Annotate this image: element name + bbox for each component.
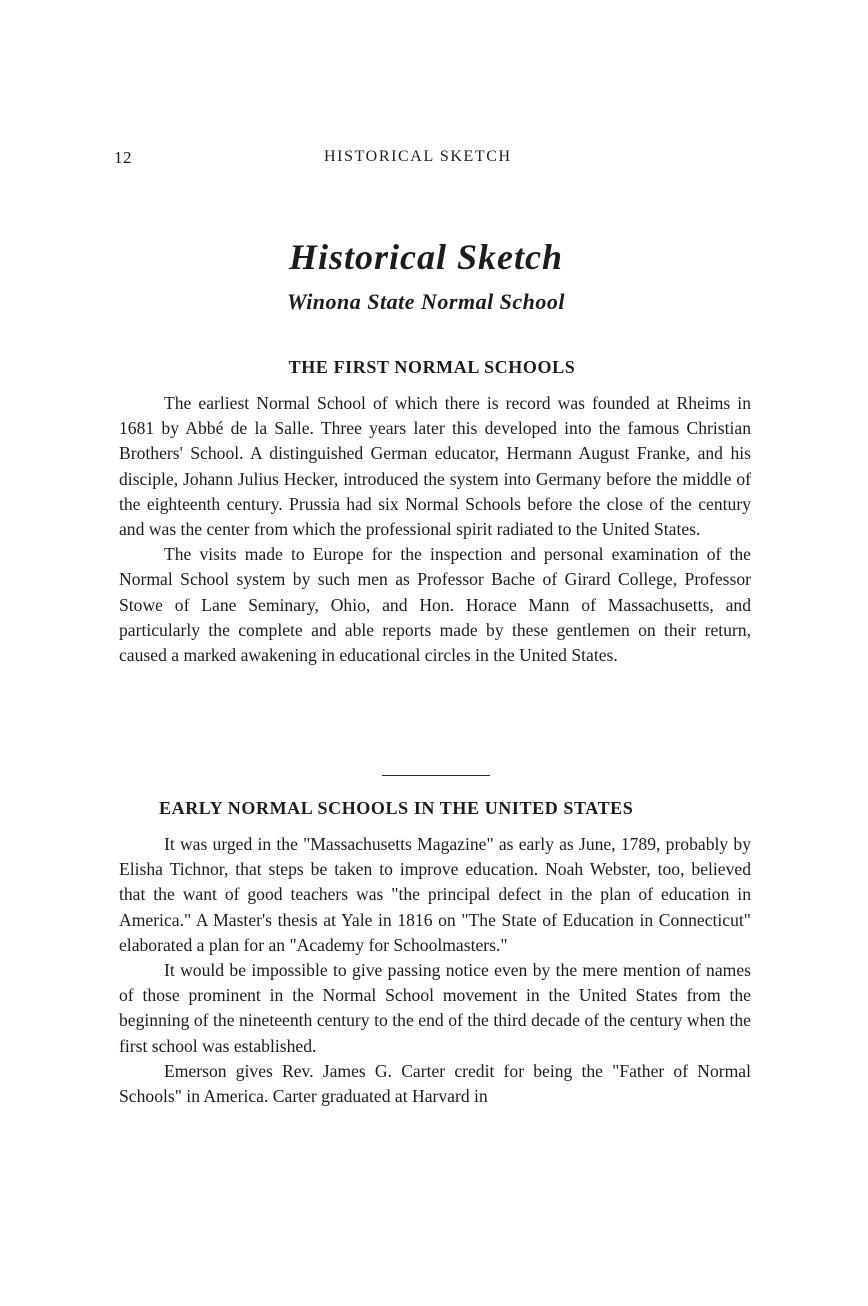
paragraph: The earliest Normal School of which there is record was founded at Rheims in 1681 by Abbé de la Salle. Three years later this developed into the famous Christian Brothers' School. A distinguished German educator, Hermann August Franke, and his disciple, Johann Julius Hecker, introduced the system into Germany before the middle of the eighteenth century. Prussia had six Normal Schools before the close of the century and was the center from which the professional spirit radiated to the United States. (119, 393, 751, 540)
section-heading-first-normal-schools: THE FIRST NORMAL SCHOOLS (288, 357, 576, 377)
running-title: HISTORICAL SKETCH (324, 148, 512, 165)
paragraph: Emerson gives Rev. James G. Carter credit for being the "Father of Normal Schools" in America. Carter graduated at Harvard in (119, 1060, 751, 1107)
paragraph: The visits made to Europe for the inspection and personal examination of the Normal School system by such men as Professor Bache of Girard College, Professor Stowe of Lane Seminary, Ohio, and Hon. Horace Mann of Massachusetts, and particularly the complete and able reports made by these gentlemen on their return, caused a marked awakening in educational circles in the United States. (119, 544, 751, 666)
main-title: Historical Sketch (288, 237, 563, 277)
running-head (114, 148, 754, 170)
section-body-early-normal-schools (119, 832, 751, 1109)
paragraph: It was urged in the "Massachusetts Magazine" as early as June, 1789, probably by Elisha Tichnor, that steps be taken to improve education. Noah Webster, too, believed that the want of good teachers was "the principal defect in the plan of education in America." A Master's thesis at Yale in 1816 on "The State of Education in Connecticut" elaborated a plan for an "Academy for Schoolmasters." (119, 834, 751, 955)
page-number: 12 (114, 148, 132, 167)
section-body-first-normal-schools (119, 391, 751, 668)
subtitle: Winona State Normal School (286, 289, 566, 314)
section-heading-early-normal-schools: EARLY NORMAL SCHOOLS IN THE UNITED STATES (159, 798, 634, 818)
section-divider (382, 775, 490, 776)
paragraph: It would be impossible to give passing notice even by the mere mention of names of those prominent in the Normal School movement in the United States from the beginning of the nineteenth century to the end of the third decade of the century when the first school was established. (119, 960, 751, 1056)
